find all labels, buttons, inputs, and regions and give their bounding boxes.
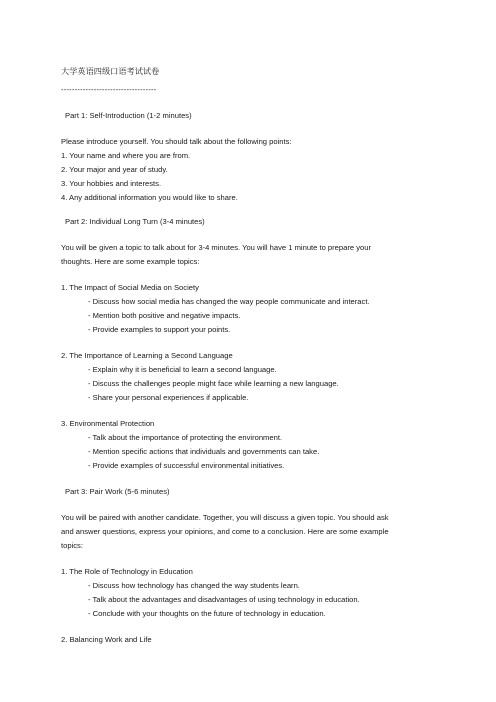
part1-point: 2. Your major and year of study. xyxy=(61,165,168,174)
topic-bullet: - Discuss how social media has changed the way people communicate and interact. xyxy=(88,297,370,306)
part2-intro-line: thoughts. Here are some example topics: xyxy=(61,257,200,266)
part2-intro-line: You will be given a topic to talk about for 3-4 minutes. You will have 1 minute to prepare your xyxy=(61,243,371,252)
part3-intro-line: topics: xyxy=(61,541,83,550)
part3-intro-line: You will be paired with another candidate. Together, you will discuss a given topic. You should ask xyxy=(61,513,389,522)
part1-point: 3. Your hobbies and interests. xyxy=(61,179,162,188)
topic-title: 3. Environmental Protection xyxy=(61,419,155,428)
topic-bullet: - Talk about the importance of protecting the environment. xyxy=(88,433,283,442)
part3-intro-line: and answer questions, express your opinions, and come to a conclusion. Here are some example xyxy=(61,527,389,536)
topic-bullet: - Provide examples of successful environmental initiatives. xyxy=(88,461,285,470)
topic-bullet: - Mention specific actions that individuals and governments can take. xyxy=(88,447,320,456)
topic-bullet: - Conclude with your thoughts on the future of technology in education. xyxy=(88,609,326,618)
title-separator: ----------------------------------- xyxy=(61,85,157,94)
topic-title: 1. The Impact of Social Media on Society xyxy=(61,283,199,292)
topic-title: 2. Balancing Work and Life xyxy=(61,635,152,644)
part1-point: 4. Any additional information you would like to share. xyxy=(61,193,238,202)
part1-heading: Part 1: Self-Introduction (1-2 minutes) xyxy=(65,111,192,120)
topic-bullet: - Mention both positive and negative impacts. xyxy=(88,311,241,320)
topic-bullet: - Discuss the challenges people might face while learning a new language. xyxy=(88,379,339,388)
topic-title: 1. The Role of Technology in Education xyxy=(61,567,193,576)
document-title: 大学英语四级口语考试试卷 xyxy=(61,67,160,76)
part1-intro: Please introduce yourself. You should talk about the following points: xyxy=(61,137,292,146)
topic-bullet: - Talk about the advantages and disadvantages of using technology in education. xyxy=(88,595,360,604)
part3-heading: Part 3: Pair Work (5-6 minutes) xyxy=(65,487,170,496)
part1-point: 1. Your name and where you are from. xyxy=(61,151,191,160)
topic-bullet: - Provide examples to support your points. xyxy=(88,325,231,334)
topic-bullet: - Share your personal experiences if applicable. xyxy=(88,393,249,402)
topic-title: 2. The Importance of Learning a Second Language xyxy=(61,351,233,360)
topic-bullet: - Discuss how technology has changed the way students learn. xyxy=(88,581,300,590)
topic-bullet: - Explain why it is beneficial to learn a second language. xyxy=(88,365,277,374)
part2-heading: Part 2: Individual Long Turn (3-4 minutes) xyxy=(65,217,205,226)
